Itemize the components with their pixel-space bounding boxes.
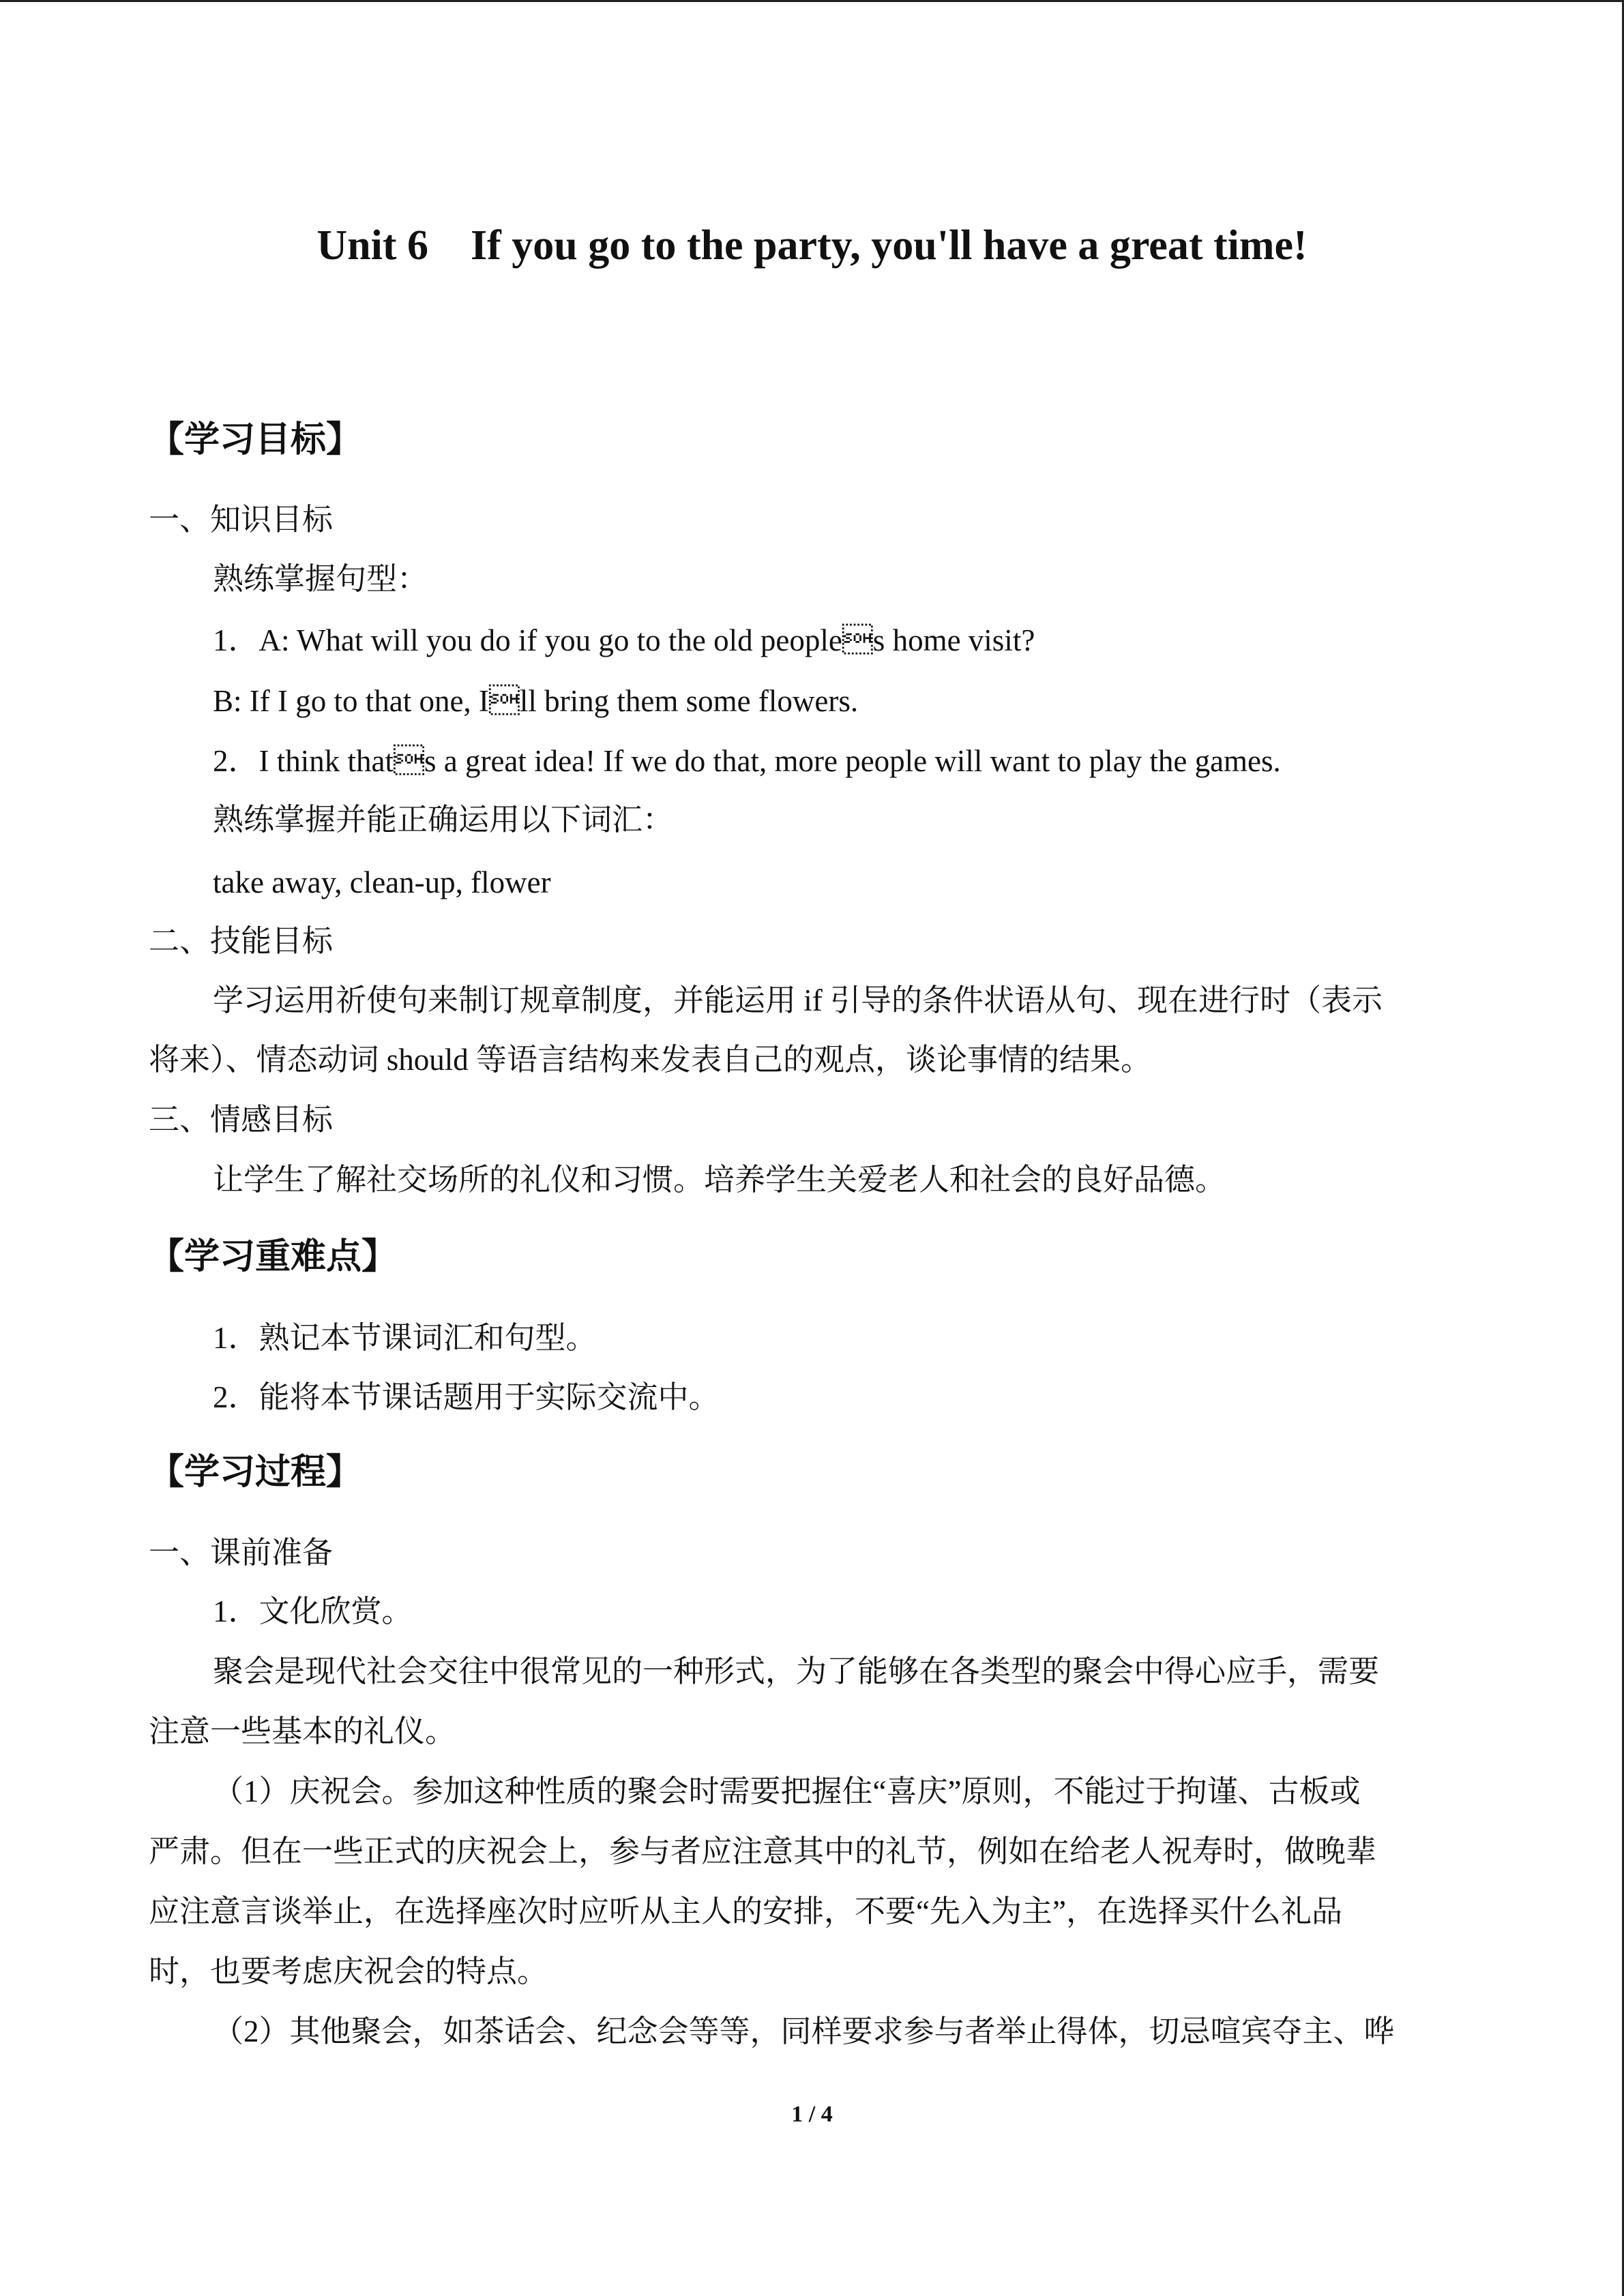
knowledge-heading: 一、知识目标 — [149, 503, 334, 537]
culture-paragraph-2-line-3: 应注意言谈举止，在选择座次时应听从主人的安排，不要“先入为主”，在选择买什么礼品 — [149, 1894, 1342, 1928]
culture-heading: 1．文化欣赏。 — [213, 1594, 413, 1628]
skill-line-1: 学习运用祈使句来制订规章制度，并能运用 if 引导的条件状语从句、现在进行时（表示 — [213, 983, 1383, 1017]
focus-item-1: 1．熟记本节课词汇和句型。 — [213, 1321, 597, 1355]
culture-paragraph-2-line-1: （1）庆祝会。参加这种性质的聚会时需要把握住“喜庆”原则，不能过于拘谨、古板或 — [213, 1774, 1361, 1808]
goals-heading: 【学习目标】 — [149, 419, 362, 460]
focus-heading: 【学习重难点】 — [149, 1236, 398, 1277]
sentence-1b: B: If I go to that one, Ill bring them some flowers. — [213, 684, 859, 718]
culture-paragraph-2-line-2: 严肃。但在一些正式的庆祝会上，参与者应注意其中的礼节，例如在给老人祝寿时，做晚辈 — [149, 1834, 1377, 1868]
emotion-heading: 三、情感目标 — [149, 1103, 334, 1137]
culture-paragraph-1-line-2: 注意一些基本的礼仪。 — [149, 1714, 456, 1748]
culture-paragraph-3-line-1: （2）其他聚会，如茶话会、纪念会等等，同样要求参与者举止得体，切忌喧宾夺主、哗 — [213, 2014, 1395, 2048]
vocab-list: take away, clean-up, flower — [213, 865, 551, 899]
page-title: Unit 6 If you go to the party, you'll have a great time! — [316, 222, 1308, 269]
skill-heading: 二、技能目标 — [149, 924, 334, 958]
culture-paragraph-1-line-1: 聚会是现代社会交往中很常见的一种形式，为了能够在各类型的聚会中得心应手，需要 — [213, 1654, 1380, 1688]
prep-heading: 一、课前准备 — [149, 1536, 334, 1570]
page-top-border — [0, 0, 1624, 2]
sentence-1a: 1．A: What will you do if you go to the old peoples home visit? — [213, 623, 1035, 657]
emotion-text: 让学生了解社交场所的礼仪和习惯。培养学生关爱老人和社会的良好品德。 — [213, 1163, 1226, 1197]
culture-paragraph-2-line-4: 时，也要考虑庆祝会的特点。 — [149, 1954, 548, 1988]
vocab-intro: 熟练掌握并能正确运用以下词汇： — [213, 803, 674, 837]
sentence-2: 2．I think thats a great idea! If we do that, more people will want to play the games. — [213, 744, 1281, 778]
process-heading: 【学习过程】 — [149, 1452, 362, 1493]
page-number: 1 / 4 — [791, 2102, 833, 2127]
skill-line-2: 将来）、情态动词 should 等语言结构来发表自己的观点，谈论事情的结果。 — [149, 1043, 1152, 1077]
knowledge-intro: 熟练掌握句型： — [213, 562, 428, 596]
focus-item-2: 2．能将本节课话题用于实际交流中。 — [213, 1380, 720, 1414]
